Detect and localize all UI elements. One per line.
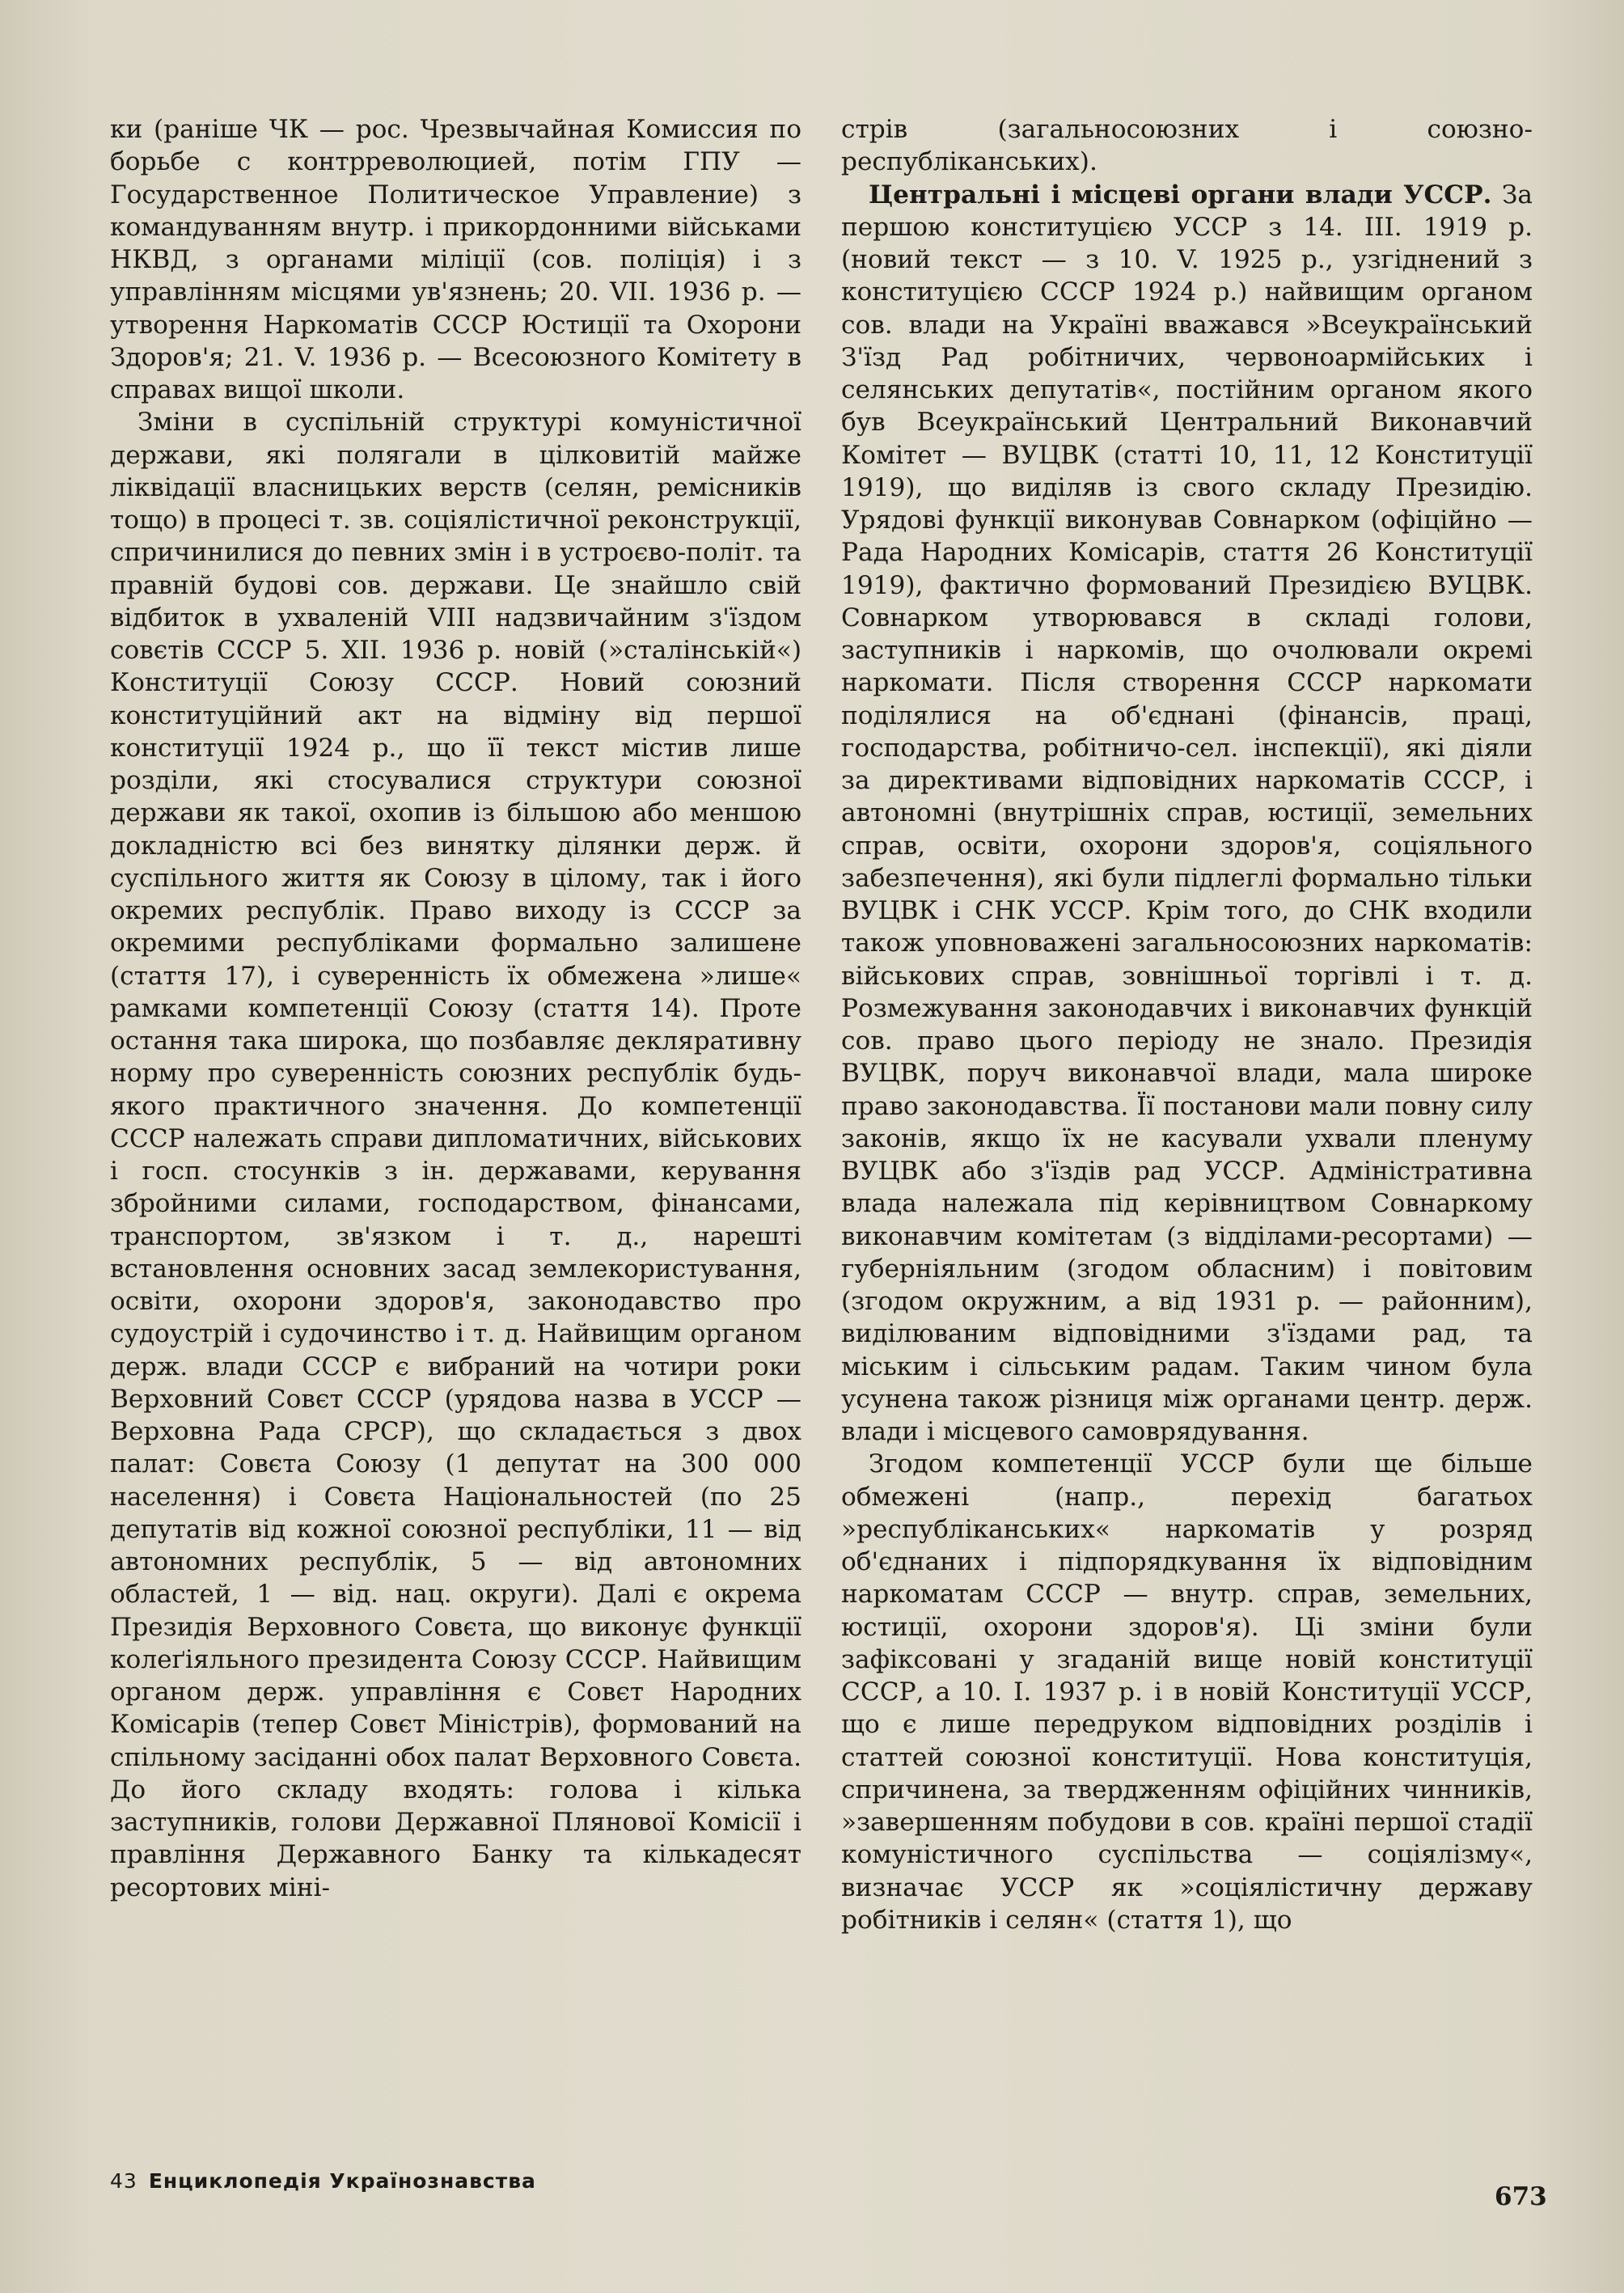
- section-heading: Центральні і місцеві органи влади УССР.: [869, 180, 1492, 209]
- paragraph: Згодом компетенції УССР були ще більше обмежені (напр., перехід багатьох »республіканських« наркоматів у розряд об'єднаних і підпорядкування їх відповідним наркоматам СССР — внутр. справ, земельних, юстиції, охорони здоров'я). Ці зміни були зафіксовані у згаданій вище новій конституції СССР, а 10. I. 1937 р. і в новій Конституції УССР, що є лише передруком відповідних розділів і статтей союзної конституції. Нова конституція, спричинена, за твердженням офіційних чинників, »завершенням побудови в сов. країні першої стадії комуністичного суспільства — соціялізму«, визначає УССР як »соціялістичну державу робітників і селян« (стаття 1), що: [841, 1449, 1533, 1935]
- paragraph: ки (раніше ЧК — рос. Чрезвычайная Комиссия по борьбе с контрреволюцией, потім ГПУ — Государственное Политическое Управление) з командуванням внутр. і прикордонними військами НКВД, з органами міліції (сов. поліція) і з управлінням місцями ув'язнень; 20. VII. 1936 р. — утворення Наркоматів СССР Юстиції та Охорони Здоров'я; 21. V. 1936 р. — Всесоюзного Комітету в справах вищої школи.: [110, 115, 801, 404]
- section-paragraph: [841, 179, 1533, 1449]
- page-number: 673: [1495, 2182, 1547, 2211]
- publication-title: Енциклопедія Українознавства: [148, 2169, 536, 2193]
- paragraph: Зміни в суспільній структурі комуністичної держави, які полягали в цілковитій майже ліквідації власницьких верств (селян, ремісників тощо) в процесі т. зв. соціялістичної реконструкції, спричинилися до певних змін і в устроєво-політ. та правній будові сов. держави. Це знайшло свій відбиток в ухваленій VIII надзвичайним з'їздом совєтів СССР 5. XII. 1936 р. новій (»сталінській«) Конституції Союзу СССР. Новий союзний конституційний акт на відміну від першої конституції 1924 р., що її текст містив лише розділи, які стосувалися структури союзної держави як такої, охопив із більшою або меншою докладністю всі без винятку ділянки держ. й суспільного життя як Союзу в цілому, так і його окремих республік. Право виходу із СССР за окремими республіками формально залишене (стаття 17), і суверенність їх обмежена »лише« рамками компетенції Союзу (стаття 14). Проте остання така широка, що позбавляє декляративну норму про суверенність союзних республік будь-якого практичного значення. До компетенції СССР належать справи дипломатичних, військових і госп. стосунків з ін. державами, керування збройними силами, господарством, фінансами, транспортом, зв'язком і т. д., нарешті встановлення основних засад землекористування, освіти, охорони здоров'я, законодавство про судоустрій і судочинство і т. д. Найвищим органом держ. влади СССР є вибраний на чотири роки Верховний Совєт СССР (урядова назва в УССР — Верховна Рада СРСР), що складається з двох палат: Совєта Союзу (1 депутат на 300 000 населення) і Совєта Національностей (по 25 депутатів від кожної союзної республіки, 11 — від автономних республік, 5 — від автономних областей, 1 — від. нац. округи). Далі є окрема Президія Верховного Совєта, що виконує функції колеґіяльного президента Союзу СССР. Найвищим органом держ. управління є Совєт Народних Комісарів (тепер Совєт Міністрів), формований на спільному засіданні обох палат Верховного Совєта. До його складу входять: голова і кілька заступників, голови Державної Плянової Комісії і правління Державного Банку та кількадесят ресортових міні-: [110, 408, 801, 1902]
- paragraph: стрів (загальносоюзних і союзно-республіканських).: [841, 115, 1533, 177]
- signature-number: 43: [110, 2169, 137, 2193]
- footer-signature: [110, 2169, 536, 2193]
- left-column: [110, 113, 801, 1904]
- right-column: [841, 113, 1533, 1936]
- section-body: За першою конституцією УССР з 14. III. 1919 р. (новий текст — з 10. V. 1925 р., узгіднений з конституцією СССР 1924 р.) найвищим органом сов. влади на Україні вважався »Всеукраїнський З'їзд Рад робітничих, червоноармійських і селянських депутатів«, постійним органом якого був Всеукраїнський Центральний Виконавчий Комітет — ВУЦВК (статті 10, 11, 12 Конституції 1919), що виділяв із свого складу Президію. Урядові функції виконував Совнарком (офіційно — Рада Народних Комісарів, стаття 26 Конституції 1919), фактично формований Президією ВУЦВК. Совнарком утворювався в складі голови, заступників і наркомів, що очолювали окремі наркомати. Після створення СССР наркомати поділялися на об'єднані (фінансів, праці, господарства, робітничо-сел. інспекції), які діяли за директивами відповідних наркоматів СССР, і автономні (внутрішніх справ, юстиції, земельних справ, освіти, охорони здоров'я, соціяльного забезпечення), які були підлеглі формально тільки ВУЦВК і СНК УССР. Крім того, до СНК входили також уповноважені загальносоюзних наркоматів: військових справ, зовнішньої торгівлі і т. д. Розмежування законодавчих і виконавчих функцій сов. право цього періоду не знало. Президія ВУЦВК, поруч виконавчої влади, мала широке право законодавства. Її постанови мали повну силу законів, якщо їх не касували ухвали пленуму ВУЦВК або з'їздів рад УССР. Адміністративна влада належала під керівництвом Совнаркому виконавчим комітетам (з відділами-ресортами) — губерніяльним (згодом обласним) і повітовим (згодом окружним, а від 1931 р. — районним), виділюваним відповідними з'їздами рад, та міським і сільським радам. Таким чином була усунена також різниця між органами центр. держ. влади і місцевого самоврядування.: [841, 180, 1533, 1446]
